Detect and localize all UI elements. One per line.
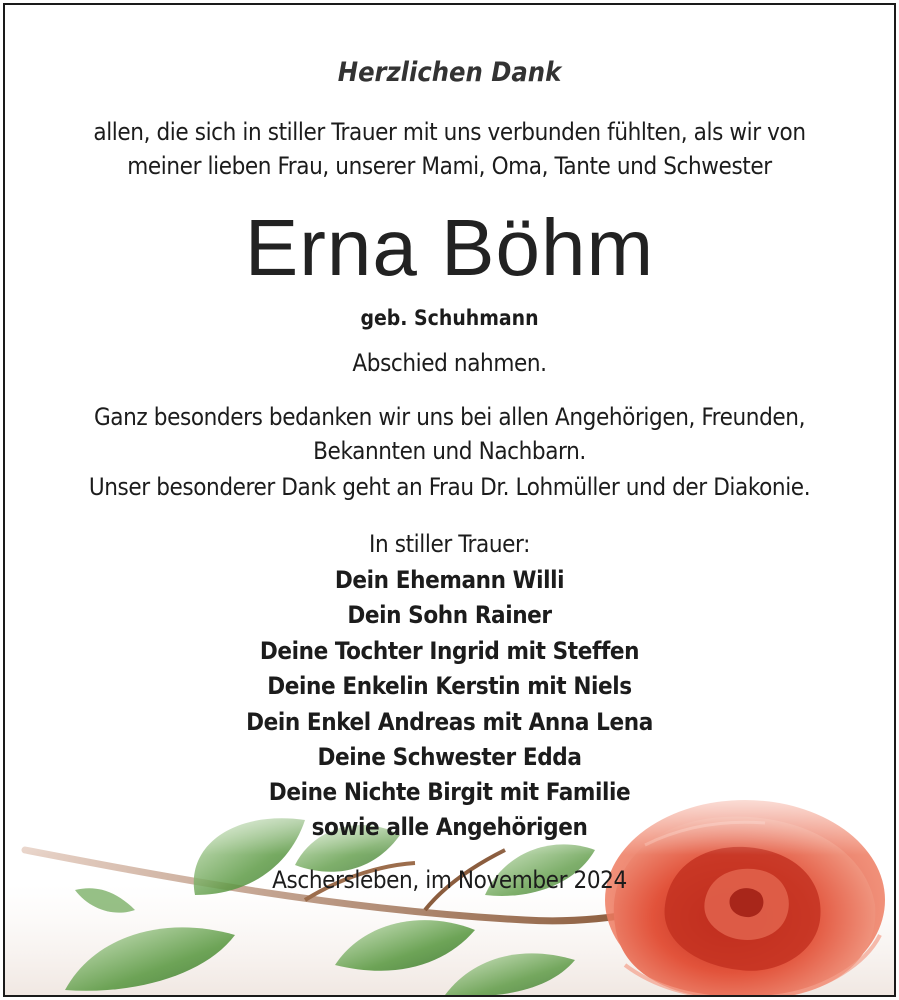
mourner-item: Deine Enkelin Kerstin mit Niels bbox=[267, 672, 632, 700]
thanks-line-3: Unser besonderer Dank geht an Frau Dr. Lohmüller und der Diakonie. bbox=[88, 473, 811, 501]
mourner-item: Deine Tochter Ingrid mit Steffen bbox=[259, 637, 640, 665]
intro-line-2: meiner lieben Frau, unserer Mami, Oma, Tante und Schwester bbox=[127, 152, 772, 180]
thanks-line-1: Ganz besonders bedanken wir uns bei allen Angehörigen, Freunden, bbox=[93, 403, 806, 431]
mourner-item: sowie alle Angehörigen bbox=[311, 813, 588, 841]
mourners-intro: In stiller Trauer: bbox=[369, 530, 530, 558]
mourner-item: Dein Ehemann Willi bbox=[334, 566, 565, 594]
farewell-text: Abschied nahmen. bbox=[352, 349, 547, 377]
place-and-date: Aschersleben, im November 2024 bbox=[272, 866, 627, 894]
mourner-item: Dein Sohn Rainer bbox=[347, 601, 552, 629]
mourner-item: Dein Enkel Andreas mit Anna Lena bbox=[246, 708, 653, 736]
obituary-notice bbox=[3, 3, 896, 997]
mourner-item: Deine Schwester Edda bbox=[317, 743, 582, 771]
deceased-name: Erna Böhm bbox=[244, 203, 655, 292]
mourner-item: Deine Nichte Birgit mit Familie bbox=[268, 778, 631, 806]
birth-name: geb. Schuhmann bbox=[360, 306, 539, 330]
intro-line-1: allen, die sich in stiller Trauer mit uns verbunden fühlten, als wir von bbox=[93, 118, 806, 146]
thanks-line-2: Bekannten und Nachbarn. bbox=[313, 437, 586, 465]
notice-heading: Herzlichen Dank bbox=[337, 57, 562, 88]
